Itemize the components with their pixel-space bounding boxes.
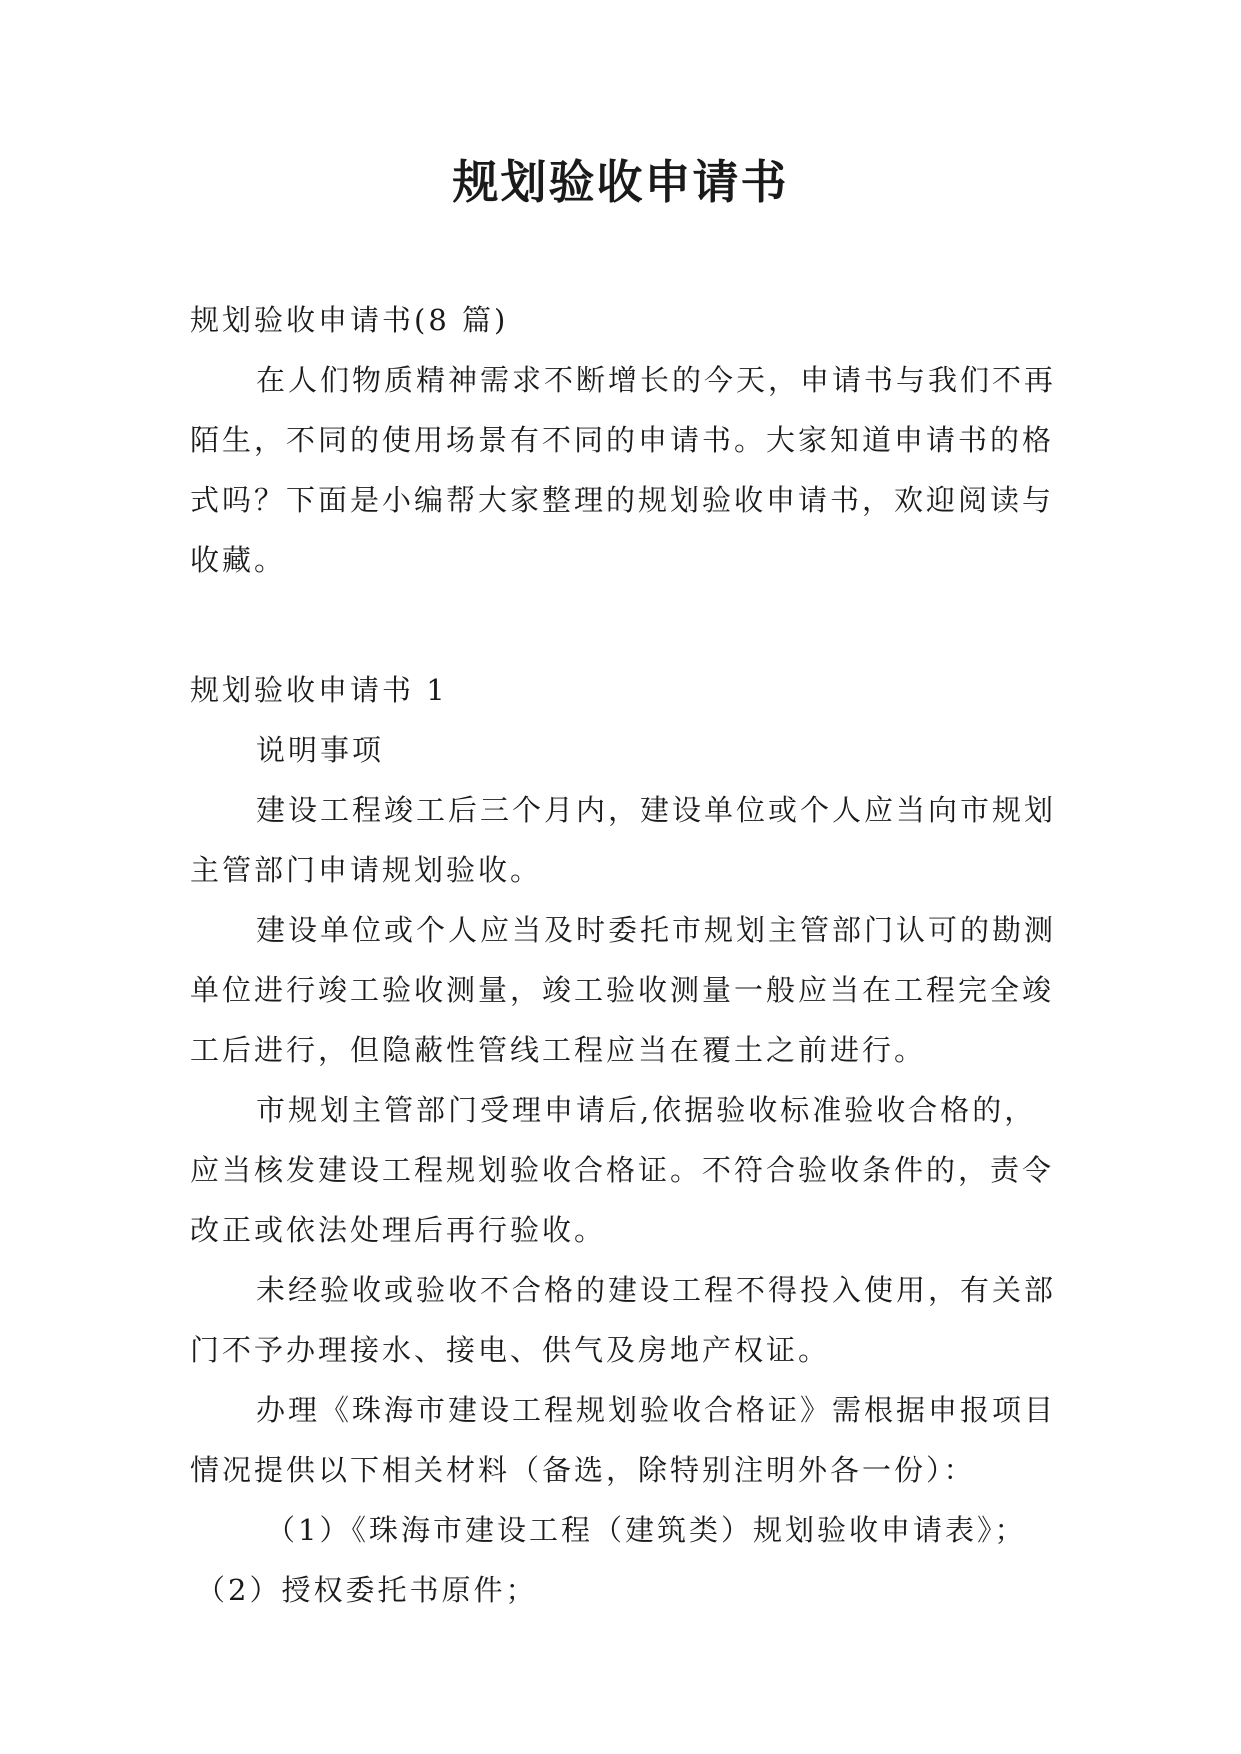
list-item: （1）《珠海市建设工程（建筑类）规划验收申请表》； xyxy=(266,1513,1027,1547)
body-paragraph: 未经验收或验收不合格的建设工程不得投入使用，有关部门不予办理接水、接电、供气及房地产权证。 xyxy=(190,1273,1057,1367)
document-subtitle: 规划验收申请书(8 篇) xyxy=(190,303,509,337)
section-spacer xyxy=(190,590,1060,660)
body-paragraph: 建设工程竣工后三个月内，建设单位或个人应当向市规划主管部门申请规划验收。 xyxy=(190,793,1057,887)
list-item: （2）授权委托书原件； xyxy=(196,1573,538,1607)
section-heading: 规划验收申请书 1 xyxy=(190,673,448,707)
section-label: 说明事项 xyxy=(256,733,385,767)
intro-paragraph: 在人们物质精神需求不断增长的今天，申请书与我们不再陌生，不同的使用场景有不同的申请书。大家知道申请书的格式吗？下面是小编帮大家整理的规划验收申请书，欢迎阅读与收藏。 xyxy=(190,363,1057,577)
body-paragraph: 建设单位或个人应当及时委托市规划主管部门认可的勘测单位进行竣工验收测量，竣工验收测量一般应当在工程完全竣工后进行，但隐蔽性管线工程应当在覆土之前进行。 xyxy=(190,913,1057,1067)
document-body xyxy=(190,290,1060,1620)
body-paragraph: 市规划主管部门受理申请后,依据验收标准验收合格的，应当核发建设工程规划验收合格证。不符合验收条件的，责令改正或依法处理后再行验收。 xyxy=(190,1093,1055,1247)
body-paragraph: 办理《珠海市建设工程规划验收合格证》需根据申报项目情况提供以下相关材料（备选，除特别注明外各一份）： xyxy=(190,1393,1057,1487)
document-title: 规划验收申请书 xyxy=(452,155,789,209)
